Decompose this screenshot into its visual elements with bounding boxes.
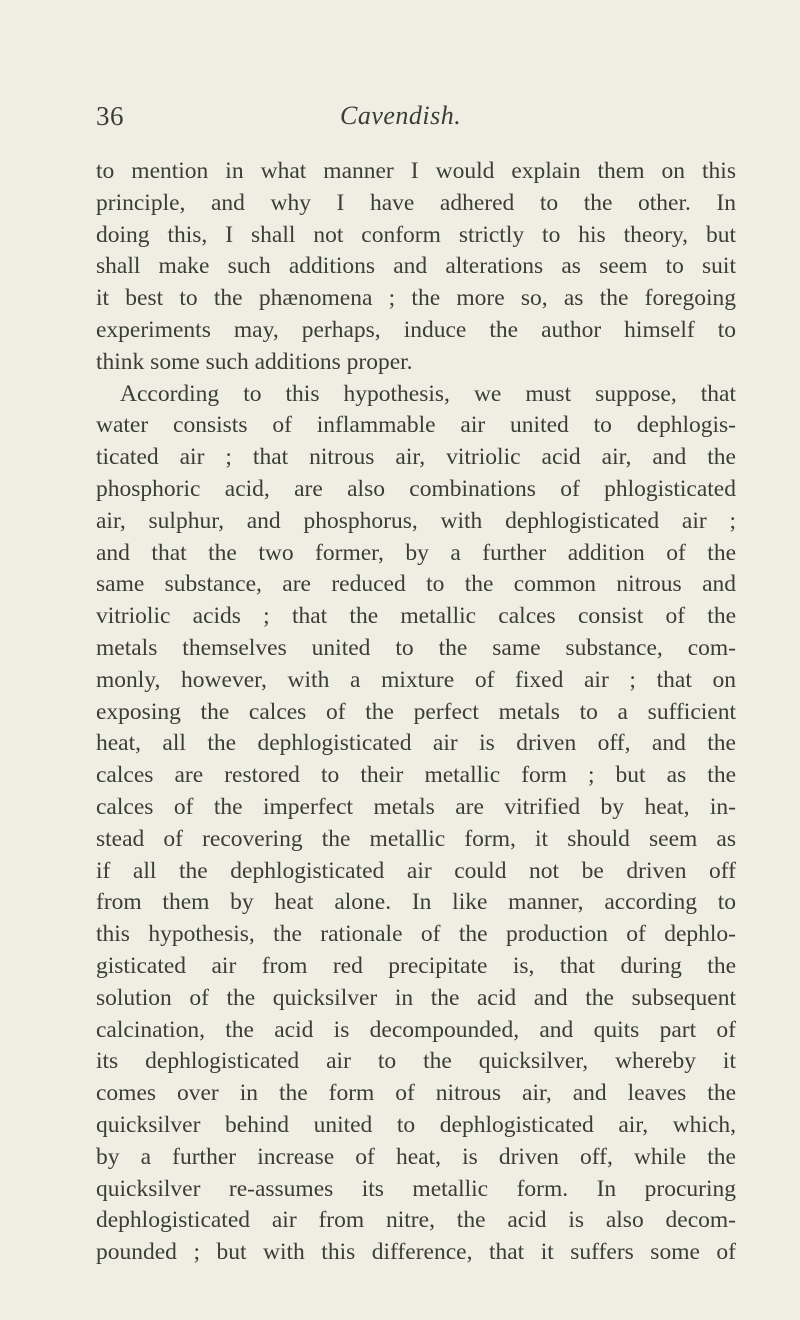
text-line: doing this, I shall not conform strictly to his theory, but xyxy=(96,221,736,248)
text-line: calces of the imperfect metals are vitrified by heat, in- xyxy=(96,793,736,820)
text-line: shall make such additions and alterations as seem to suit xyxy=(96,253,736,280)
body-text xyxy=(96,156,736,1269)
text-line: its dephlogisticated air to the quicksilver, whereby it xyxy=(96,1048,736,1075)
text-line: heat, all the dephlogisticated air is driven off, and the xyxy=(96,730,736,757)
text-line: by a further increase of heat, is driven off, while the xyxy=(96,1143,736,1170)
text-line: phosphoric acid, are also combinations of phlogisticated xyxy=(96,475,736,502)
text-line: According to this hypothesis, we must suppose, that xyxy=(120,380,736,407)
text-line: calcination, the acid is decompounded, and quits part of xyxy=(96,1016,736,1043)
text-line: think some such additions proper. xyxy=(96,348,413,375)
text-line: metals themselves united to the same substance, com- xyxy=(96,634,736,661)
text-line: experiments may, perhaps, induce the author himself to xyxy=(96,316,736,343)
text-line: this hypothesis, the rationale of the production of dephlo- xyxy=(96,921,736,948)
text-line: monly, however, with a mixture of fixed air ; that on xyxy=(96,666,736,693)
page-number: 36 xyxy=(96,101,124,131)
text-line: exposing the calces of the perfect metals to a sufficient xyxy=(96,698,736,725)
text-line: dephlogisticated air from nitre, the acid is also decom- xyxy=(96,1207,736,1234)
text-line: ticated air ; that nitrous air, vitriolic acid air, and the xyxy=(96,444,736,471)
text-line: comes over in the form of nitrous air, and leaves the xyxy=(96,1080,736,1107)
text-line: it best to the phænomena ; the more so, as the foregoing xyxy=(96,285,736,312)
text-line: principle, and why I have adhered to the other. In xyxy=(96,189,736,216)
text-line: to mention in what manner I would explain them on this xyxy=(96,158,736,184)
text-line: vitriolic acids ; that the metallic calces consist of the xyxy=(96,603,736,630)
text-line: pounded ; but with this difference, that it suffers some of xyxy=(96,1239,736,1266)
text-line: same substance, are reduced to the common nitrous and xyxy=(96,571,736,598)
text-line: air, sulphur, and phosphorus, with dephlogisticated air ; xyxy=(96,507,736,534)
text-line: if all the dephlogisticated air could not be driven off xyxy=(96,857,736,884)
text-line: and that the two former, by a further addition of the xyxy=(96,539,736,566)
text-line: quicksilver behind united to dephlogisticated air, which, xyxy=(96,1111,736,1138)
text-line: gisticated air from red precipitate is, that during the xyxy=(96,952,736,979)
text-line: stead of recovering the metallic form, it should seem as xyxy=(96,825,736,852)
text-line: calces are restored to their metallic form ; but as the xyxy=(96,762,736,789)
text-line: solution of the quicksilver in the acid and the subsequent xyxy=(96,984,736,1011)
page-header xyxy=(96,96,736,136)
text-line: quicksilver re-assumes its metallic form. In procuring xyxy=(96,1175,736,1202)
text-line: from them by heat alone. In like manner, according to xyxy=(96,889,736,916)
text-line: water consists of inflammable air united to dephlogis- xyxy=(96,412,736,439)
running-head: Cavendish. xyxy=(340,101,462,130)
